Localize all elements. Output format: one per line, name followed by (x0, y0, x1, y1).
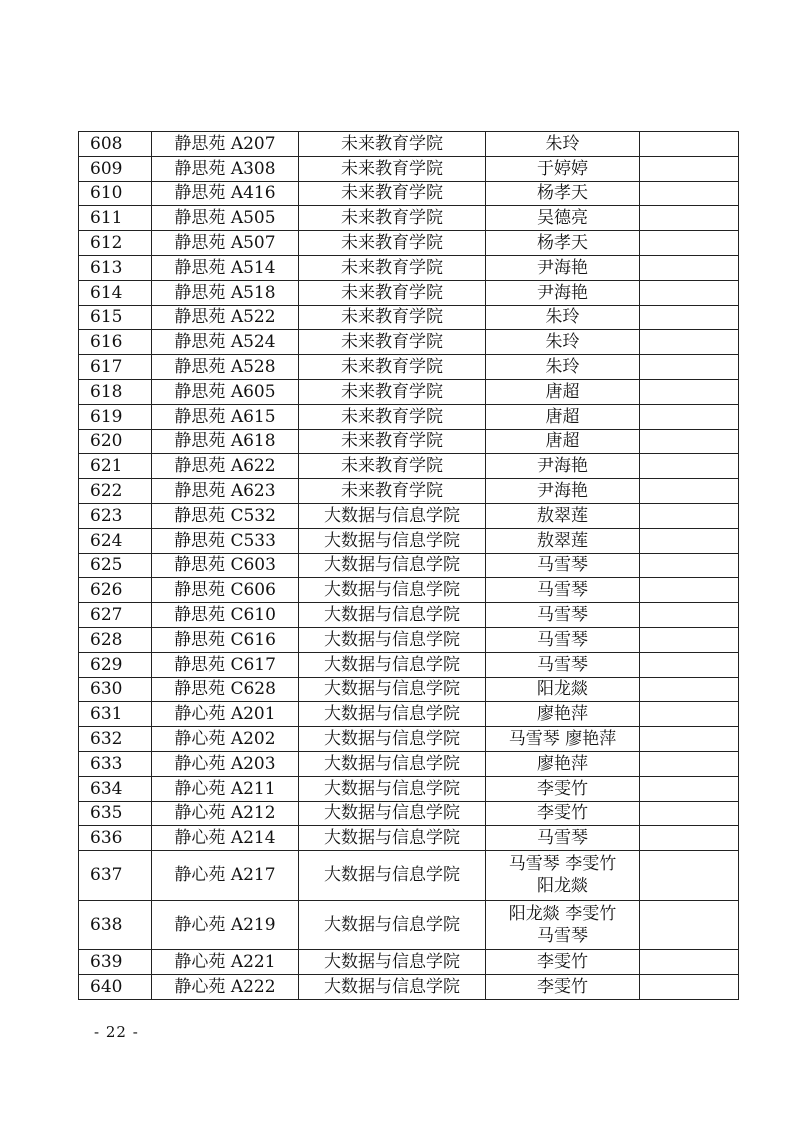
note-cell (640, 255, 739, 280)
table-row (79, 156, 739, 181)
row-number-cell: 632 (79, 727, 152, 752)
college-cell: 大数据与信息学院 (299, 974, 486, 999)
dormitory-table (78, 131, 739, 1000)
responsible-person-cell (486, 603, 640, 628)
responsible-person-cell (486, 801, 640, 826)
note-cell (640, 801, 739, 826)
note-cell (640, 379, 739, 404)
room-cell: 静心苑 A202 (152, 727, 299, 752)
table-row (79, 826, 739, 851)
note-cell (640, 603, 739, 628)
row-number-cell: 624 (79, 528, 152, 553)
room-cell: 静心苑 A214 (152, 826, 299, 851)
person-name: 李雯竹 (537, 803, 588, 824)
person-name: 杨孝天 (537, 183, 588, 204)
responsible-person-cell (486, 231, 640, 256)
table-row (79, 727, 739, 752)
row-number-cell: 609 (79, 156, 152, 181)
college-cell: 大数据与信息学院 (299, 503, 486, 528)
note-cell (640, 851, 739, 901)
room-cell: 静思苑 A522 (152, 305, 299, 330)
college-cell: 未来教育学院 (299, 280, 486, 305)
table-row (79, 677, 739, 702)
row-number-cell: 620 (79, 429, 152, 454)
responsible-person-cell (486, 900, 640, 950)
room-cell: 静思苑 A507 (152, 231, 299, 256)
responsible-person-cell (486, 404, 640, 429)
row-number-cell: 618 (79, 379, 152, 404)
table-row (79, 330, 739, 355)
responsible-person-cell (486, 826, 640, 851)
college-cell: 未来教育学院 (299, 355, 486, 380)
college-cell: 大数据与信息学院 (299, 603, 486, 628)
responsible-person-cell (486, 974, 640, 999)
row-number-cell: 622 (79, 479, 152, 504)
responsible-person-cell (486, 156, 640, 181)
room-cell: 静思苑 A615 (152, 404, 299, 429)
room-cell: 静心苑 A217 (152, 851, 299, 901)
note-cell (640, 553, 739, 578)
room-cell: 静思苑 C532 (152, 503, 299, 528)
college-cell: 大数据与信息学院 (299, 528, 486, 553)
note-cell (640, 454, 739, 479)
person-name: 马雪琴 李雯竹 (508, 854, 617, 875)
row-number-cell: 627 (79, 603, 152, 628)
table-row (79, 578, 739, 603)
college-cell: 未来教育学院 (299, 231, 486, 256)
note-cell (640, 355, 739, 380)
responsible-person-cell (486, 280, 640, 305)
room-cell: 静思苑 A618 (152, 429, 299, 454)
responsible-person-cell (486, 479, 640, 504)
room-cell: 静心苑 A203 (152, 751, 299, 776)
college-cell: 大数据与信息学院 (299, 950, 486, 975)
note-cell (640, 751, 739, 776)
table-row (79, 603, 739, 628)
college-cell: 未来教育学院 (299, 404, 486, 429)
note-cell (640, 528, 739, 553)
person-name: 李雯竹 (537, 976, 588, 997)
table-row (79, 776, 739, 801)
row-number-cell: 638 (79, 900, 152, 950)
note-cell (640, 652, 739, 677)
person-name: 朱玲 (545, 133, 580, 154)
person-name: 马雪琴 (537, 925, 588, 946)
college-cell: 未来教育学院 (299, 181, 486, 206)
row-number-cell: 616 (79, 330, 152, 355)
room-cell: 静思苑 A605 (152, 379, 299, 404)
college-cell: 未来教育学院 (299, 429, 486, 454)
responsible-person-cell (486, 454, 640, 479)
table-row (79, 950, 739, 975)
note-cell (640, 776, 739, 801)
college-cell: 未来教育学院 (299, 454, 486, 479)
note-cell (640, 627, 739, 652)
person-name: 马雪琴 (537, 580, 588, 601)
row-number-cell: 629 (79, 652, 152, 677)
person-name: 杨孝天 (537, 233, 588, 254)
note-cell (640, 132, 739, 157)
responsible-person-cell (486, 181, 640, 206)
table-row (79, 801, 739, 826)
row-number-cell: 613 (79, 255, 152, 280)
room-cell: 静心苑 A211 (152, 776, 299, 801)
note-cell (640, 231, 739, 256)
room-cell: 静思苑 A524 (152, 330, 299, 355)
college-cell: 未来教育学院 (299, 479, 486, 504)
table-row (79, 231, 739, 256)
college-cell: 大数据与信息学院 (299, 727, 486, 752)
college-cell: 大数据与信息学院 (299, 553, 486, 578)
responsible-person-cell (486, 727, 640, 752)
table-row (79, 280, 739, 305)
table-row (79, 255, 739, 280)
note-cell (640, 950, 739, 975)
college-cell: 大数据与信息学院 (299, 851, 486, 901)
room-cell: 静思苑 A622 (152, 454, 299, 479)
room-cell: 静思苑 A623 (152, 479, 299, 504)
responsible-person-cell (486, 702, 640, 727)
room-cell: 静思苑 C533 (152, 528, 299, 553)
person-name: 尹海艳 (537, 456, 588, 477)
room-cell: 静思苑 A505 (152, 206, 299, 231)
room-cell: 静思苑 C628 (152, 677, 299, 702)
college-cell: 大数据与信息学院 (299, 900, 486, 950)
row-number-cell: 634 (79, 776, 152, 801)
note-cell (640, 404, 739, 429)
room-cell: 静思苑 A308 (152, 156, 299, 181)
row-number-cell: 630 (79, 677, 152, 702)
college-cell: 大数据与信息学院 (299, 677, 486, 702)
person-name: 李雯竹 (537, 778, 588, 799)
room-cell: 静思苑 A518 (152, 280, 299, 305)
person-name: 吴德亮 (537, 208, 588, 229)
note-cell (640, 330, 739, 355)
responsible-person-cell (486, 528, 640, 553)
person-name: 朱玲 (545, 307, 580, 328)
person-name: 于婷婷 (537, 158, 588, 179)
college-cell: 大数据与信息学院 (299, 826, 486, 851)
room-cell: 静思苑 C616 (152, 627, 299, 652)
table-row (79, 181, 739, 206)
note-cell (640, 677, 739, 702)
table-row (79, 479, 739, 504)
room-cell: 静思苑 A528 (152, 355, 299, 380)
table-row (79, 503, 739, 528)
person-name: 马雪琴 (537, 629, 588, 650)
row-number-cell: 640 (79, 974, 152, 999)
table-row (79, 132, 739, 157)
person-name: 尹海艳 (537, 282, 588, 303)
person-name: 唐超 (545, 431, 580, 452)
note-cell (640, 900, 739, 950)
room-cell: 静思苑 C617 (152, 652, 299, 677)
row-number-cell: 626 (79, 578, 152, 603)
person-name: 马雪琴 廖艳萍 (508, 729, 617, 750)
row-number-cell: 633 (79, 751, 152, 776)
row-number-cell: 619 (79, 404, 152, 429)
person-name: 尹海艳 (537, 481, 588, 502)
college-cell: 未来教育学院 (299, 156, 486, 181)
table-row (79, 429, 739, 454)
room-cell: 静心苑 A201 (152, 702, 299, 727)
person-name: 阳龙燚 李雯竹 (508, 903, 617, 924)
room-cell: 静心苑 A222 (152, 974, 299, 999)
person-name: 李雯竹 (537, 952, 588, 972)
room-cell: 静思苑 A207 (152, 132, 299, 157)
row-number-cell: 631 (79, 702, 152, 727)
person-name: 尹海艳 (537, 257, 588, 278)
person-name: 朱玲 (545, 332, 580, 353)
room-cell: 静思苑 C610 (152, 603, 299, 628)
table-row (79, 751, 739, 776)
room-cell: 静心苑 A219 (152, 900, 299, 950)
responsible-person-cell (486, 305, 640, 330)
note-cell (640, 503, 739, 528)
row-number-cell: 639 (79, 950, 152, 975)
college-cell: 大数据与信息学院 (299, 776, 486, 801)
responsible-person-cell (486, 776, 640, 801)
note-cell (640, 702, 739, 727)
responsible-person-cell (486, 652, 640, 677)
person-name: 马雪琴 (537, 555, 588, 576)
responsible-person-cell (486, 627, 640, 652)
table-row (79, 454, 739, 479)
row-number-cell: 611 (79, 206, 152, 231)
room-cell: 静心苑 A221 (152, 950, 299, 975)
person-name: 敖翠莲 (537, 505, 588, 526)
table-row (79, 900, 739, 950)
table-row (79, 528, 739, 553)
person-name: 敖翠莲 (537, 530, 588, 551)
college-cell: 大数据与信息学院 (299, 801, 486, 826)
person-name: 廖艳萍 (537, 753, 588, 774)
table-row (79, 206, 739, 231)
college-cell: 大数据与信息学院 (299, 702, 486, 727)
responsible-person-cell (486, 677, 640, 702)
table-row (79, 355, 739, 380)
row-number-cell: 636 (79, 826, 152, 851)
responsible-person-cell (486, 950, 640, 975)
college-cell: 未来教育学院 (299, 330, 486, 355)
table-row (79, 652, 739, 677)
note-cell (640, 479, 739, 504)
college-cell: 未来教育学院 (299, 206, 486, 231)
note-cell (640, 578, 739, 603)
college-cell: 未来教育学院 (299, 132, 486, 157)
row-number-cell: 635 (79, 801, 152, 826)
responsible-person-cell (486, 429, 640, 454)
person-name: 阳龙燚 (537, 679, 588, 700)
note-cell (640, 727, 739, 752)
row-number-cell: 614 (79, 280, 152, 305)
person-name: 马雪琴 (537, 605, 588, 626)
note-cell (640, 206, 739, 231)
room-cell: 静心苑 A212 (152, 801, 299, 826)
responsible-person-cell (486, 503, 640, 528)
responsible-person-cell (486, 851, 640, 901)
room-cell: 静思苑 A416 (152, 181, 299, 206)
table-row (79, 404, 739, 429)
college-cell: 大数据与信息学院 (299, 751, 486, 776)
college-cell: 大数据与信息学院 (299, 652, 486, 677)
college-cell: 未来教育学院 (299, 379, 486, 404)
person-name: 唐超 (545, 381, 580, 402)
row-number-cell: 612 (79, 231, 152, 256)
college-cell: 大数据与信息学院 (299, 578, 486, 603)
row-number-cell: 615 (79, 305, 152, 330)
note-cell (640, 826, 739, 851)
person-name: 马雪琴 (537, 828, 588, 849)
row-number-cell: 637 (79, 851, 152, 901)
responsible-person-cell (486, 355, 640, 380)
row-number-cell: 608 (79, 132, 152, 157)
responsible-person-cell (486, 379, 640, 404)
table-row (79, 627, 739, 652)
person-name: 阳龙燚 (537, 876, 588, 897)
row-number-cell: 628 (79, 627, 152, 652)
table-body (79, 132, 739, 1000)
responsible-person-cell (486, 553, 640, 578)
college-cell: 未来教育学院 (299, 305, 486, 330)
college-cell: 未来教育学院 (299, 255, 486, 280)
person-name: 廖艳萍 (537, 704, 588, 725)
room-cell: 静思苑 C603 (152, 553, 299, 578)
table-row (79, 553, 739, 578)
person-name: 唐超 (545, 406, 580, 427)
note-cell (640, 429, 739, 454)
note-cell (640, 305, 739, 330)
page-number: - 22 - (94, 1023, 139, 1041)
note-cell (640, 156, 739, 181)
responsible-person-cell (486, 578, 640, 603)
table-row (79, 379, 739, 404)
row-number-cell: 621 (79, 454, 152, 479)
note-cell (640, 280, 739, 305)
row-number-cell: 617 (79, 355, 152, 380)
responsible-person-cell (486, 255, 640, 280)
responsible-person-cell (486, 206, 640, 231)
responsible-person-cell (486, 330, 640, 355)
responsible-person-cell (486, 132, 640, 157)
responsible-person-cell (486, 751, 640, 776)
college-cell: 大数据与信息学院 (299, 627, 486, 652)
room-cell: 静思苑 A514 (152, 255, 299, 280)
table-row (79, 702, 739, 727)
table-row (79, 851, 739, 901)
row-number-cell: 625 (79, 553, 152, 578)
person-name: 朱玲 (545, 357, 580, 378)
table-row (79, 974, 739, 999)
row-number-cell: 623 (79, 503, 152, 528)
person-name: 马雪琴 (537, 654, 588, 675)
row-number-cell: 610 (79, 181, 152, 206)
table-row (79, 305, 739, 330)
room-cell: 静思苑 C606 (152, 578, 299, 603)
note-cell (640, 181, 739, 206)
note-cell (640, 974, 739, 999)
